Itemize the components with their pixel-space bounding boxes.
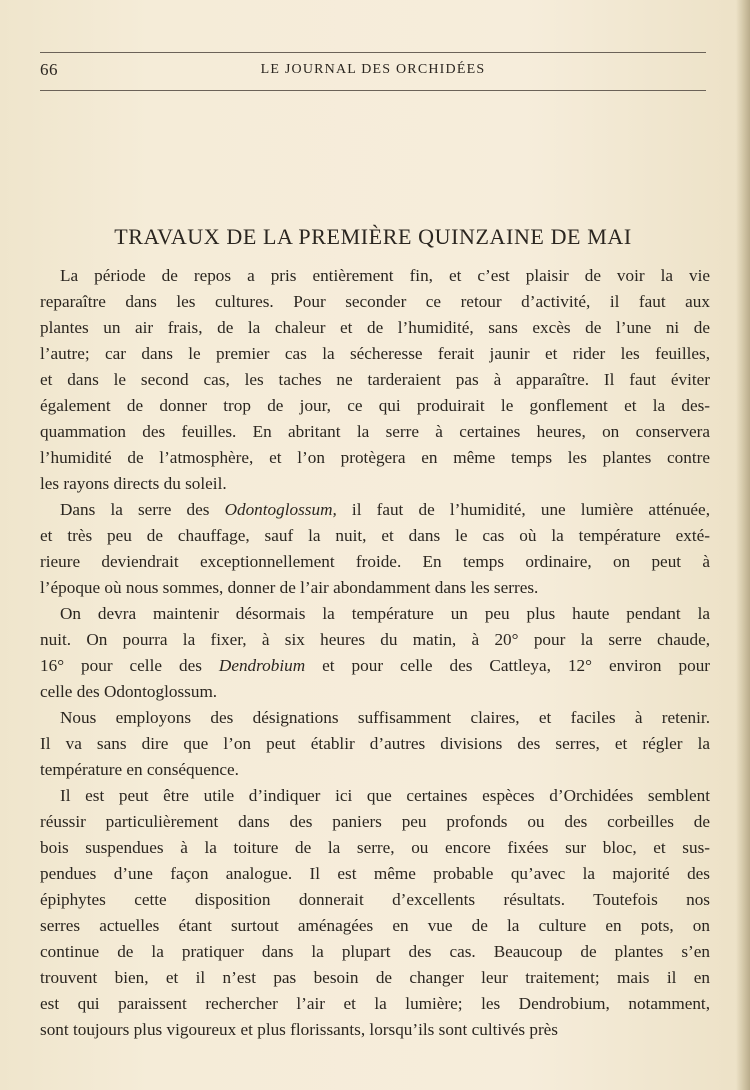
text-line: est qui paraissent rechercher l’air et la lumière; les Dendrobium, notamment, — [40, 994, 710, 1013]
text-line: épiphytes cette disposition donnerait d’excellents résultats. Toutefois nos — [40, 890, 710, 909]
text-line: Dans la serre des Odontoglossum, il faut de l’humidité, une lumière atténuée, — [60, 500, 710, 519]
text-line: La période de repos a pris entièrement fin, et c’est plaisir de voir la vie — [60, 266, 710, 285]
text-line: l’autre; car dans le premier cas la sécheresse ferait jaunir et rider les feuilles, — [40, 344, 710, 363]
text-line: réussir particulièrement dans des paniers peu profonds ou des corbeilles de — [40, 812, 710, 831]
text-line: continue de la pratiquer dans la plupart des cas. Beaucoup de plantes s’en — [40, 942, 710, 961]
header-bottom-rule — [40, 90, 706, 91]
text-line: rieure deviendrait exceptionnellement froide. En temps ordinaire, on peut à — [40, 552, 710, 571]
text-line: plantes un air frais, de la chaleur et de l’humidité, sans excès de l’une ni de — [40, 318, 710, 337]
text-line: bois suspendues à la toiture de la serre, ou encore fixées sur bloc, et sus- — [40, 838, 710, 857]
text-line: l’humidité de l’atmosphère, et l’on protègera en même temps les plantes contre — [40, 448, 710, 467]
text-line: et très peu de chauffage, sauf la nuit, et dans le cas où la température exté- — [40, 526, 710, 545]
text-line: également de donner trop de jour, ce qui produirait le gonflement et la des- — [40, 396, 710, 415]
text-line: On devra maintenir désormais la température un peu plus haute pendant la — [60, 604, 710, 623]
article-body — [40, 263, 710, 1043]
text-line: quammation des feuilles. En abritant la serre à certaines heures, on conservera — [40, 422, 710, 441]
text-line: reparaître dans les cultures. Pour seconder ce retour d’activité, il faut aux — [40, 292, 710, 311]
text-line: température en conséquence. — [40, 760, 239, 779]
header-top-rule — [40, 52, 706, 53]
text-line: pendues d’une façon analogue. Il est même probable qu’avec la majorité des — [40, 864, 710, 883]
article-title: TRAVAUX DE LA PREMIÈRE QUINZAINE DE MAI — [114, 223, 632, 249]
page-number: 66 — [40, 60, 58, 79]
text-line: Il va sans dire que l’on peut établir d’autres divisions des serres, et régler la — [40, 734, 710, 753]
text-line: l’époque où nous sommes, donner de l’air abondamment dans les serres. — [40, 578, 539, 597]
text-line: trouvent bien, et il n’est pas besoin de changer leur traitement; mais il en — [40, 968, 710, 987]
text-line: 16° pour celle des Dendrobium et pour celle des Cattleya, 12° environ pour — [40, 656, 710, 675]
running-title: LE JOURNAL DES ORCHIDÉES — [260, 62, 486, 77]
text-line: Il est peut être utile d’indiquer ici que certaines espèces d’Orchidées semblent — [60, 786, 710, 805]
text-line: et dans le second cas, les taches ne tarderaient pas à apparaître. Il faut éviter — [40, 370, 710, 389]
text-line: sont toujours plus vigoureux et plus florissants, lorsqu’ils sont cultivés près — [40, 1020, 558, 1039]
text-line: les rayons directs du soleil. — [40, 474, 227, 493]
page-edge-shadow — [736, 0, 750, 1090]
text-line: Nous employons des désignations suffisamment claires, et faciles à retenir. — [60, 708, 710, 727]
text-line: nuit. On pourra la fixer, à six heures du matin, à 20° pour la serre chaude, — [40, 630, 710, 649]
text-line: serres actuelles étant surtout aménagées en vue de la culture en pots, on — [40, 916, 710, 935]
text-line: celle des Odontoglossum. — [40, 682, 218, 701]
running-header — [40, 58, 706, 84]
